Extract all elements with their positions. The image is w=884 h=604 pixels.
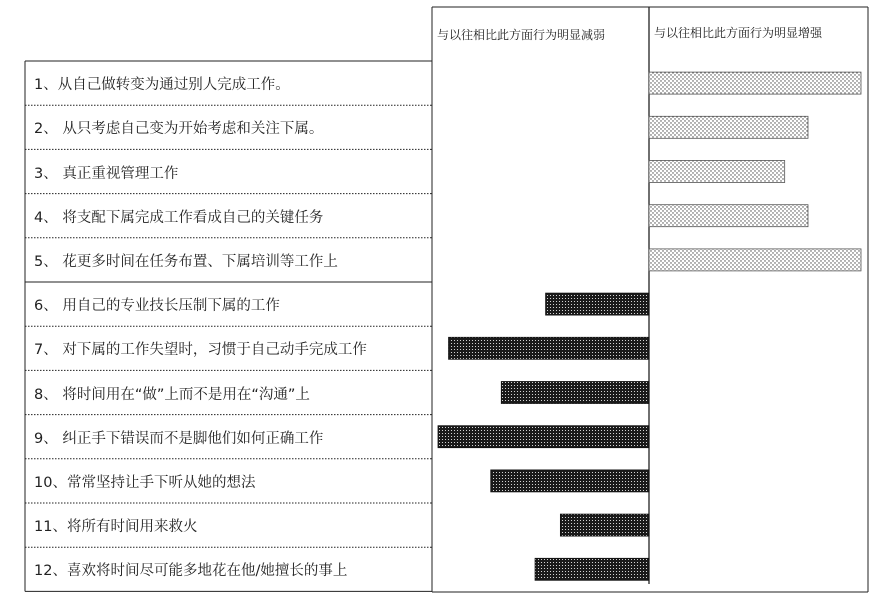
row-label: 12、喜欢将时间尽可能多地花在他/她擅长的事上 [34,563,348,580]
bar-decrease [449,337,649,359]
bar-decrease [438,426,649,448]
column-header-increase: 与以往相比此方面行为明显增强 [654,26,823,40]
bar-increase [649,161,785,183]
row-label: 3、 真正重视管理工作 [34,165,179,182]
row-label: 6、 用自己的专业技长压制下属的工作 [34,298,280,315]
row-label: 5、 花更多时间在任务布置、下属培训等工作上 [34,253,338,270]
bar-increase [649,116,808,138]
column-header-decrease: 与以往相比此方面行为明显减弱 [437,28,606,42]
row-label: 10、常常坚持让手下听从她的想法 [34,474,256,491]
bar-decrease [491,470,649,492]
row-label: 4、 将支配下属完成工作看成自己的关键任务 [34,209,324,226]
row-label: 7、 对下属的工作失望时，习惯于自己动手完成工作 [34,342,367,359]
row-label: 9、 纠正手下错误而不是脚他们如何正确工作 [34,430,324,447]
bar-decrease [535,558,649,580]
bar-increase [649,249,861,271]
bar-increase [649,205,808,227]
row-label: 1、从自己做转变为通过别人完成工作。 [34,77,290,94]
bar-increase [649,72,861,94]
row-label: 11、将所有时间用来救火 [34,519,198,536]
bar-decrease [546,293,649,315]
bar-decrease [501,382,649,404]
bar-decrease [560,514,649,536]
row-label: 8、 将时间用在“做”上而不是用在“沟通”上 [34,386,310,403]
row-label: 2、 从只考虑自己变为开始考虑和关注下属。 [34,121,324,138]
